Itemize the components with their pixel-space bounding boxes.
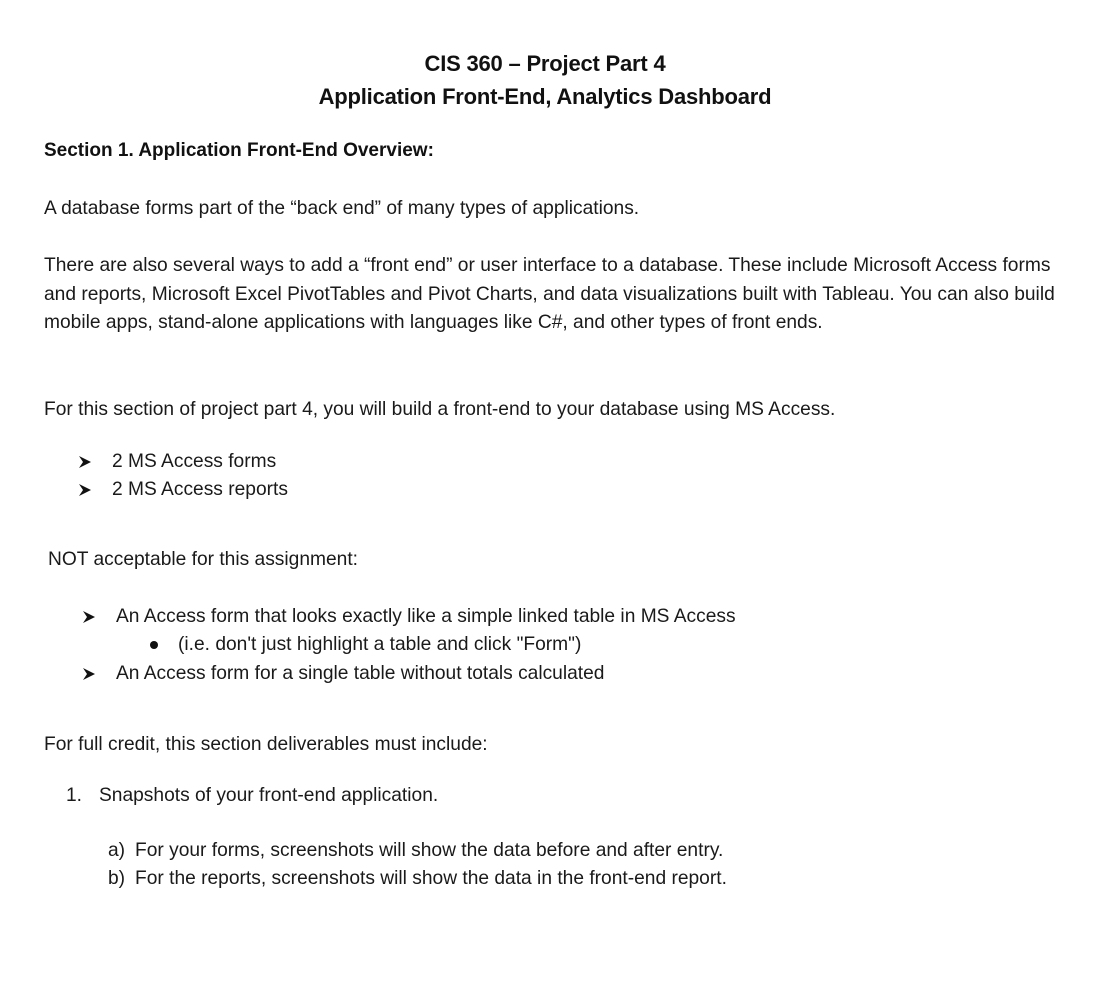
round-bullet-icon [150,641,158,649]
sub-deliverable-letter: a) [108,840,126,861]
sub-deliverable-text: For the reports, screenshots will show the data in the front-end report. [135,868,727,889]
build-list-item [78,451,276,473]
arrowhead-bullet-icon [82,667,96,681]
document-title: CIS 360 – Project Part 4 [424,51,666,76]
arrowhead-bullet-icon [82,610,96,624]
not-acceptable-item-text: An Access form for a single table without totals calculated [116,663,605,684]
sub-deliverable-item [108,868,727,890]
build-list-item [78,479,288,501]
sub-deliverable-letter: b) [108,868,126,889]
not-acceptable-heading: NOT acceptable for this assignment: [48,549,358,570]
deliverable-item [66,785,438,807]
arrowhead-bullet-icon [78,483,92,497]
paragraph-back-end: A database forms part of the “back end” of many types of applications. [44,198,640,219]
section-1-heading: Section 1. Application Front-End Overview: [44,140,434,161]
full-credit-heading: For full credit, this section deliverables must include: [44,734,488,755]
sub-deliverable-text: For your forms, screenshots will show the data before and after entry. [135,840,724,861]
paragraph-build-instruction: For this section of project part 4, you will build a front-end to your database using MS Access. [44,399,836,420]
not-acceptable-sub-item [150,634,581,656]
deliverable-text: Snapshots of your front-end application. [99,785,439,806]
deliverable-number: 1. [66,785,83,806]
not-acceptable-item-text: An Access form that looks exactly like a simple linked table in MS Access [116,606,736,627]
not-acceptable-item [82,663,604,685]
build-list-item-text: 2 MS Access forms [112,451,277,472]
sub-deliverable-item [108,840,723,862]
not-acceptable-item [82,606,736,628]
paragraph-front-end-options: There are also several ways to add a “front end” or user interface to a database. These include Microsoft Access forms and reports, Microsoft Excel PivotTables and Pivot Charts, and data visualizations built with Tableau. You can also build mobile apps, stand-alone applications with languages like C#, and other types of front ends. [44,255,1055,334]
build-list-item-text: 2 MS Access reports [112,479,288,500]
document-subtitle: Application Front-End, Analytics Dashboard [318,84,772,109]
not-acceptable-sub-item-text: (i.e. don't just highlight a table and click "Form") [178,634,582,655]
arrowhead-bullet-icon [78,455,92,469]
